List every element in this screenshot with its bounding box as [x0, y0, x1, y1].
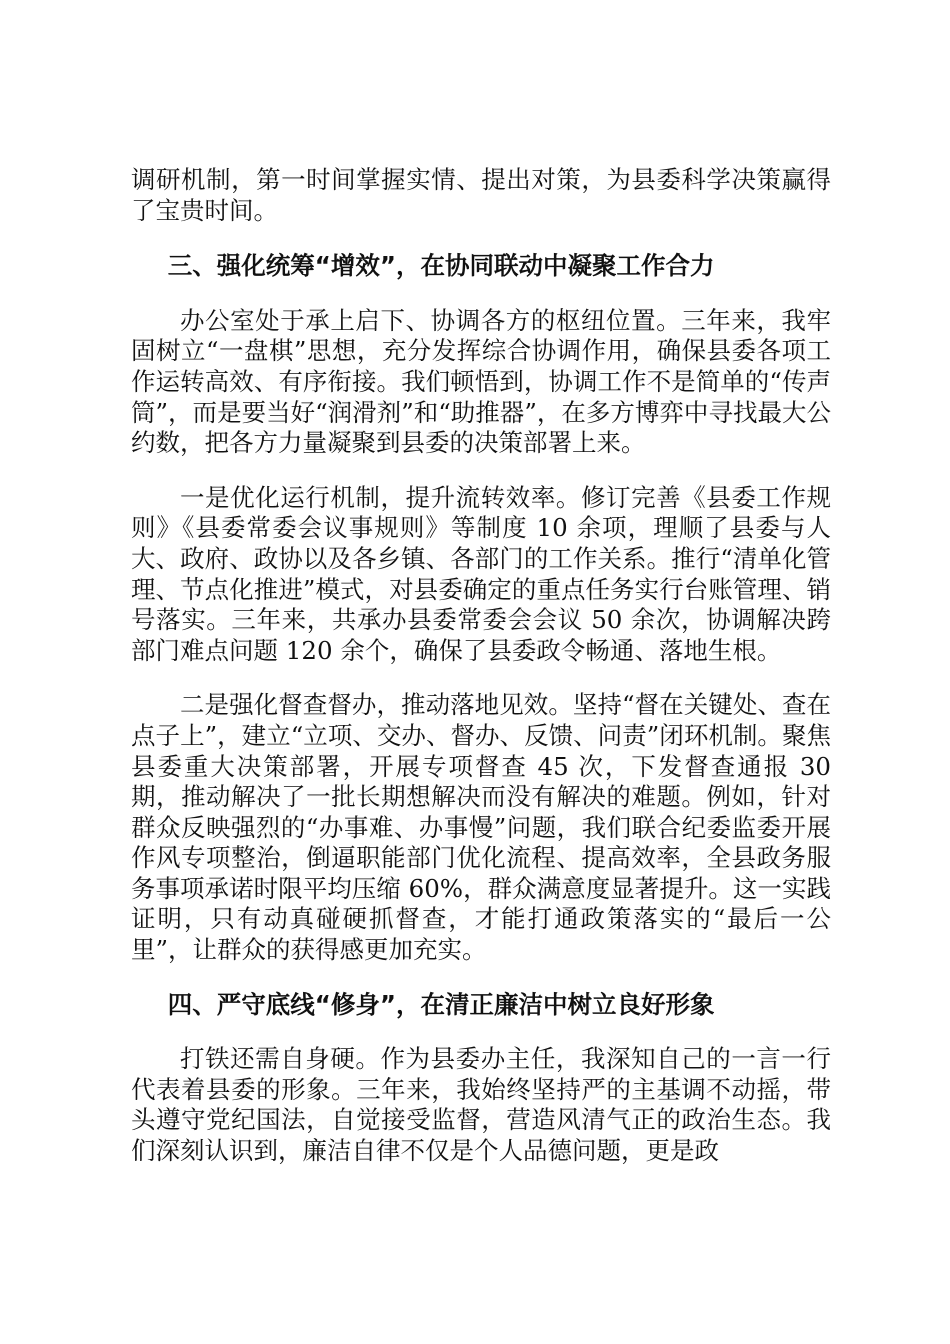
document-page [131, 165, 831, 1167]
section-3-point-2-paragraph: 二是强化督查督办，推动落地见效。坚持“督在关键处、查在点子上”，建立“立项、交办、督办、反馈、问责”闭环机制。聚焦县委重大决策部署，开展专项督查 45 次，下发督查通报 30 期，推动解决了一批长期想解决而没有解决的难题。例如，针对群众反映强烈的“办事难、办事慢”问题，我们联合纪委监委开展作风专项整治，倒逼职能部门优化流程、提高效率，全县政务服务事项承诺时限平均压缩 60%，群众满意度显著提升。这一实践证明，只有动真碰硬抓督查，才能打通政策落实的“最后一公里”，让群众的获得感更加充实。 [131, 690, 831, 965]
section-4-heading: 四、严守底线“修身”，在清正廉洁中树立良好形象 [167, 989, 715, 1019]
section-3-heading: 三、强化统筹“增效”，在协同联动中凝聚工作合力 [167, 251, 715, 281]
continuation-paragraph: 调研机制，第一时间掌握实情、提出对策，为县委科学决策赢得了宝贵时间。 [131, 165, 831, 225]
section-3-point-1-paragraph: 一是优化运行机制，提升流转效率。修订完善《县委工作规则》《县委常委会议事规则》等制度 10 余项，理顺了县委与人大、政府、政协以及各乡镇、各部门的工作关系。推行“清单化管理、节点化推进”模式，对县委确定的重点任务实行台账管理、销号落实。三年来，共承办县委常委会会议 50 余次，协调解决跨部门难点问题 120 余个，确保了县委政令畅通、落地生根。 [131, 482, 831, 665]
section-3-intro-paragraph: 办公室处于承上启下、协调各方的枢纽位置。三年来，我牢固树立“一盘棋”思想，充分发挥综合协调作用，确保县委各项工作运转高效、有序衔接。我们顿悟到，协调工作不是简单的“传声筒”，而是要当好“润滑剂”和“助推器”，在多方博弈中寻找最大公约数，把各方力量凝聚到县委的决策部署上来。 [131, 305, 831, 458]
section-4-intro-paragraph: 打铁还需自身硬。作为县委办主任，我深知自己的一言一行代表着县委的形象。三年来，我始终坚持严的主基调不动摇，带头遵守党纪国法，自觉接受监督，营造风清气正的政治生态。我们深刻认识到，廉洁自律不仅是个人品德问题，更是政 [131, 1044, 831, 1166]
